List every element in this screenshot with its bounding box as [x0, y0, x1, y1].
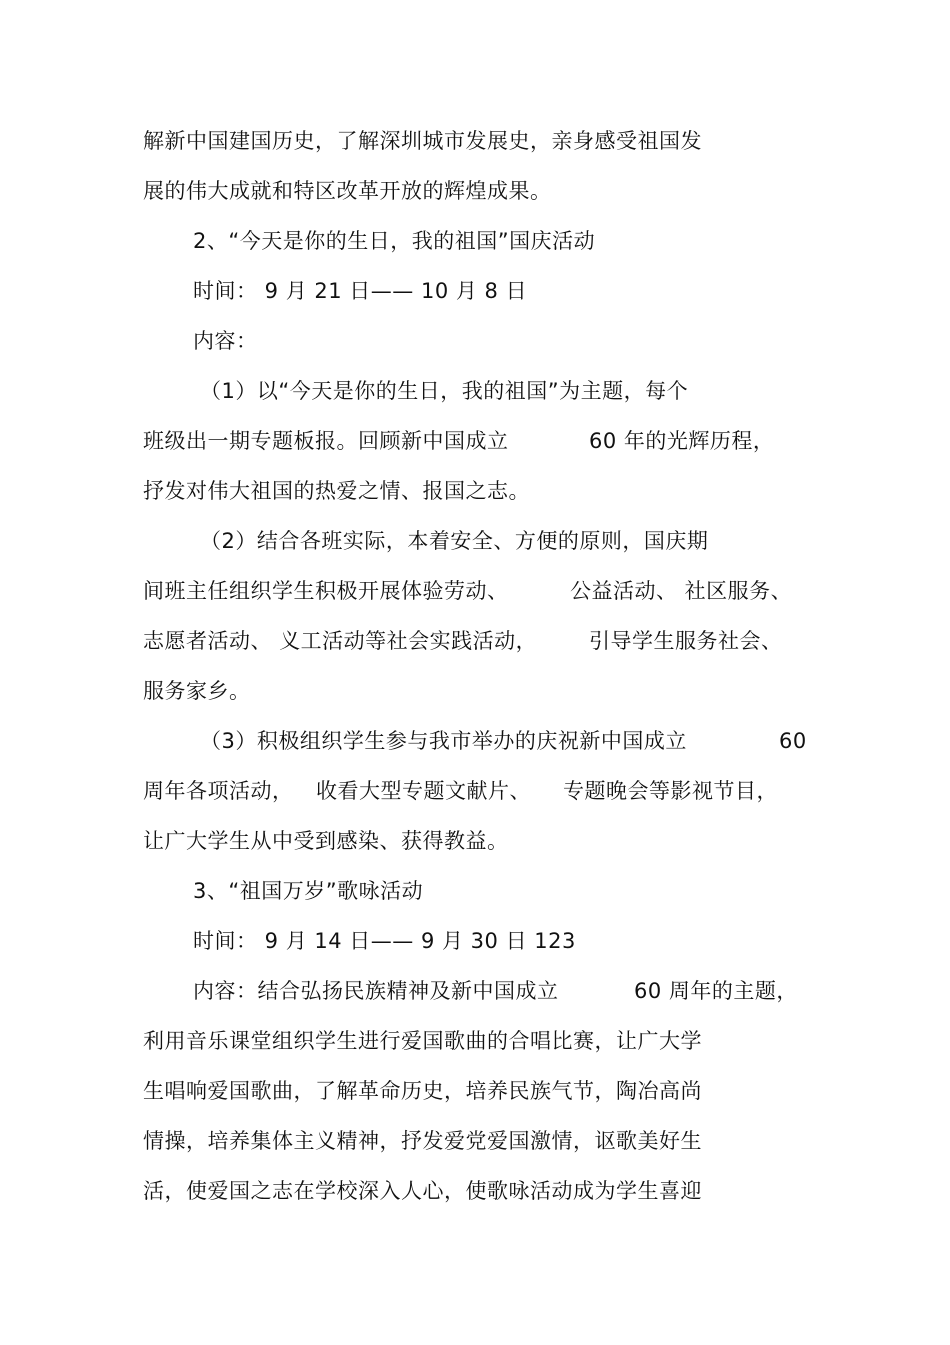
- text-line: 展的伟大成就和特区改革开放的辉煌成果。: [143, 179, 552, 203]
- text-line: （1）以“今天是你的生日，我的祖国”为主题，每个: [200, 379, 689, 403]
- text-line: 公益活动、 社区服务、: [570, 579, 793, 603]
- text-line: 引导学生服务社会、: [589, 629, 783, 653]
- text-line: 间班主任组织学生积极开展体验劳动、: [143, 579, 509, 603]
- section-heading: 2、“今天是你的生日，我的祖国”国庆活动: [193, 229, 596, 253]
- text-line: 生唱响爱国歌曲，了解革命历史，培养民族气节，陶冶高尚: [143, 1079, 702, 1103]
- text-line: 60 周年的主题，: [634, 979, 798, 1003]
- text-line: 让广大学生从中受到感染、获得教益。: [143, 829, 509, 853]
- text-line: 专题晚会等影视节目，: [563, 779, 778, 803]
- text-line: 60 年的光辉历程，: [589, 429, 775, 453]
- text-line: 周年各项活动，: [143, 779, 294, 803]
- text-line: 解新中国建国历史，了解深圳城市发展史，亲身感受祖国发: [143, 129, 702, 153]
- text-line: （3）积极组织学生参与我市举办的庆祝新中国成立: [200, 729, 687, 753]
- date-line: 时间： 9 月 14 日—— 9 月 30 日 123: [193, 929, 576, 953]
- text-line: 班级出一期专题板报。回顾新中国成立: [143, 429, 509, 453]
- text-line: 情操，培养集体主义精神，抒发爱党爱国激情，讴歌美好生: [143, 1129, 702, 1153]
- date-line: 时间： 9 月 21 日—— 10 月 8 日: [193, 279, 528, 303]
- text-line: 利用音乐课堂组织学生进行爱国歌曲的合唱比赛，让广大学: [143, 1029, 702, 1053]
- content-label: 内容：: [193, 329, 258, 353]
- text-line: 收看大型专题文献片、: [316, 779, 531, 803]
- text-line: （2）结合各班实际，本着安全、方便的原则，国庆期: [200, 529, 709, 553]
- text-line: 60: [779, 729, 807, 753]
- section-heading: 3、“祖国万岁”歌咏活动: [193, 879, 424, 903]
- text-line: 服务家乡。: [143, 679, 251, 703]
- text-line: 抒发对伟大祖国的热爱之情、报国之志。: [143, 479, 530, 503]
- text-line: 内容：结合弘扬民族精神及新中国成立: [193, 979, 559, 1003]
- text-line: 志愿者活动、 义工活动等社会实践活动，: [143, 629, 538, 653]
- text-line: 活，使爱国之志在学校深入人心，使歌咏活动成为学生喜迎: [143, 1179, 702, 1203]
